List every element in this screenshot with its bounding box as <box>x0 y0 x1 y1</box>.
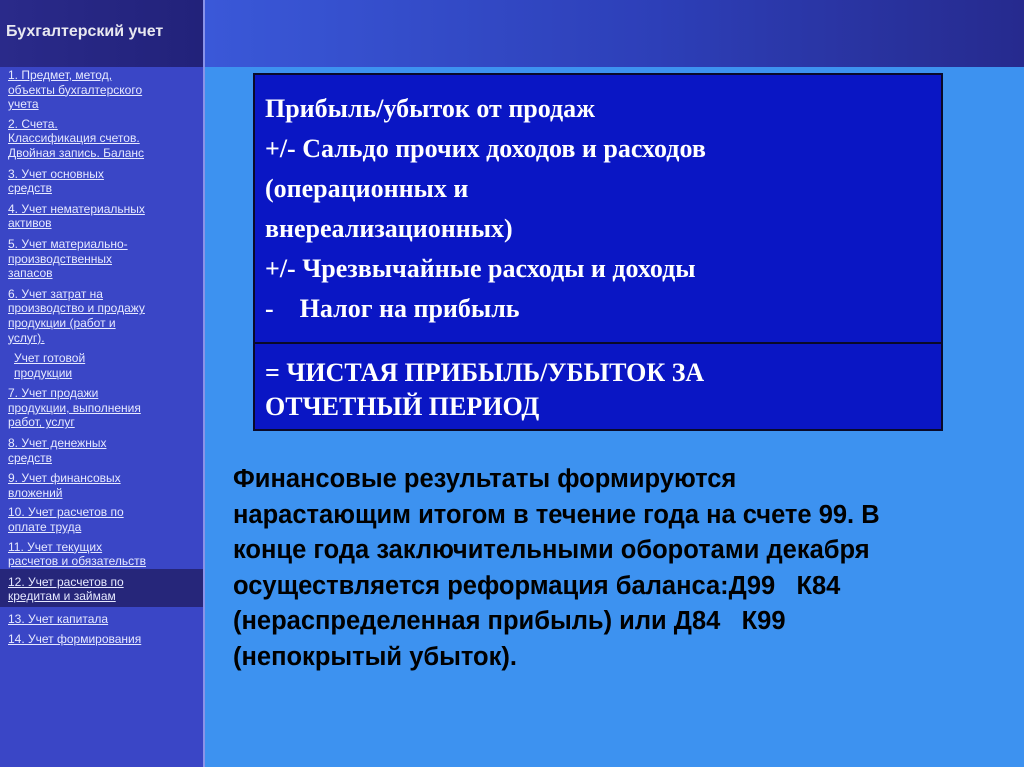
sidebar-item-label: 6. Учет затрат на <box>8 286 103 301</box>
sidebar-title: Бухгалтерский учет <box>6 23 164 40</box>
sidebar-item[interactable] <box>0 465 203 500</box>
summary-line: - Налог на прибыль <box>265 294 520 323</box>
paragraph-line: нарастающим итогом в течение года на счете 99. В <box>233 500 880 529</box>
sidebar-item-label: 3. Учет основных <box>8 166 104 181</box>
sidebar-item[interactable] <box>0 161 203 196</box>
sidebar-item-label: продукции (работ и <box>8 315 116 330</box>
sidebar-item-label: 8. Учет денежных <box>8 436 107 451</box>
sidebar-item-label: 2. Счета. <box>8 116 58 131</box>
sidebar-item[interactable] <box>0 281 203 345</box>
sidebar-item-label: кредитам и займам <box>8 589 116 604</box>
sidebar-item-label: 12. Учет расчетов по <box>8 574 124 589</box>
sidebar-item-label: производство и продажу <box>8 301 145 316</box>
summary-result-line: ОТЧЕТНЫЙ ПЕРИОД <box>265 392 540 421</box>
sidebar-item-label: средств <box>8 181 52 196</box>
sidebar-item-label: 4. Учет нематериальных <box>8 201 145 216</box>
sidebar-item[interactable] <box>0 500 203 534</box>
sidebar-item-label: активов <box>8 216 52 231</box>
summary-line: Прибыль/убыток от продаж <box>265 94 596 123</box>
sidebar-item[interactable] <box>0 535 203 569</box>
sidebar-item-label: расчетов и обязательств <box>8 554 146 569</box>
sidebar-item[interactable] <box>0 380 203 430</box>
sidebar-item-label: оплате труда <box>8 520 82 535</box>
summary-result-line: = ЧИСТАЯ ПРИБЫЛЬ/УБЫТОК ЗА <box>265 358 705 387</box>
sidebar-item-label: 10. Учет расчетов по <box>8 505 124 520</box>
sidebar-item-label: услуг). <box>8 330 45 345</box>
sidebar-item-label: продукции <box>14 365 73 380</box>
summary-box-lines <box>265 89 935 329</box>
sidebar-item[interactable] <box>0 196 203 231</box>
sidebar-item-label: 1. Предмет, метод, <box>8 68 113 82</box>
sidebar-item-label: 13. Учет капитала <box>8 612 109 626</box>
sidebar-item[interactable] <box>0 607 203 627</box>
sidebar-item-label: 9. Учет финансовых <box>8 471 121 486</box>
sidebar-item-label: Учет готовой <box>14 351 86 366</box>
summary-line: +/- Сальдо прочих доходов и расходов <box>265 134 706 163</box>
sidebar-item-label: Классификация счетов. <box>8 131 140 146</box>
sidebar-item[interactable] <box>0 231 203 281</box>
sidebar-item[interactable] <box>0 430 203 465</box>
paragraph-line: осуществляется реформация баланса:Д99 К84 <box>233 571 841 600</box>
paragraph-line: Финансовые результаты формируются <box>233 465 737 493</box>
sidebar-divider <box>203 0 205 767</box>
sidebar-item[interactable] <box>0 112 203 161</box>
sidebar-item-label: запасов <box>8 266 53 281</box>
summary-line: (операционных и <box>265 174 469 203</box>
summary-line: внереализационных) <box>265 214 513 243</box>
sidebar-item-label: объекты бухгалтерского <box>8 82 143 97</box>
sidebar-item-label: 7. Учет продажи <box>8 386 99 401</box>
sidebar-item[interactable] <box>0 68 203 112</box>
summary-box-result <box>265 356 935 424</box>
sidebar-item-label: 11. Учет текущих <box>8 539 103 554</box>
paragraph-line: конце года заключительными оборотами декабря <box>233 536 870 564</box>
sidebar-item-label: Двойная запись. Баланс <box>8 145 145 160</box>
sidebar-item[interactable] <box>0 627 203 647</box>
summary-line: +/- Чрезвычайные расходы и доходы <box>265 254 696 283</box>
sidebar-item-label: работ, услуг <box>8 415 75 430</box>
header-band <box>205 0 1024 67</box>
sidebar-item[interactable] <box>0 345 203 380</box>
sidebar <box>0 0 203 767</box>
paragraph-line: (нераспределенная прибыль) или Д84 К99 <box>233 607 786 635</box>
sidebar-header <box>0 0 203 67</box>
sidebar-item-label: средств <box>8 450 52 465</box>
sidebar-item-label: 14. Учет формирования <box>8 631 142 646</box>
sidebar-item[interactable] <box>0 569 203 607</box>
summary-box <box>253 73 943 431</box>
sidebar-item-label: 5. Учет материально- <box>8 236 128 251</box>
sidebar-item-label: продукции, выполнения <box>8 400 141 415</box>
sidebar-item-label: учета <box>8 97 39 112</box>
sidebar-item-label: вложений <box>8 485 63 500</box>
summary-box-divider <box>255 342 941 344</box>
sidebar-nav <box>0 68 203 646</box>
sidebar-item-label: производственных <box>8 251 112 266</box>
body-paragraph <box>233 462 993 675</box>
paragraph-line: (непокрытый убыток). <box>233 642 517 671</box>
